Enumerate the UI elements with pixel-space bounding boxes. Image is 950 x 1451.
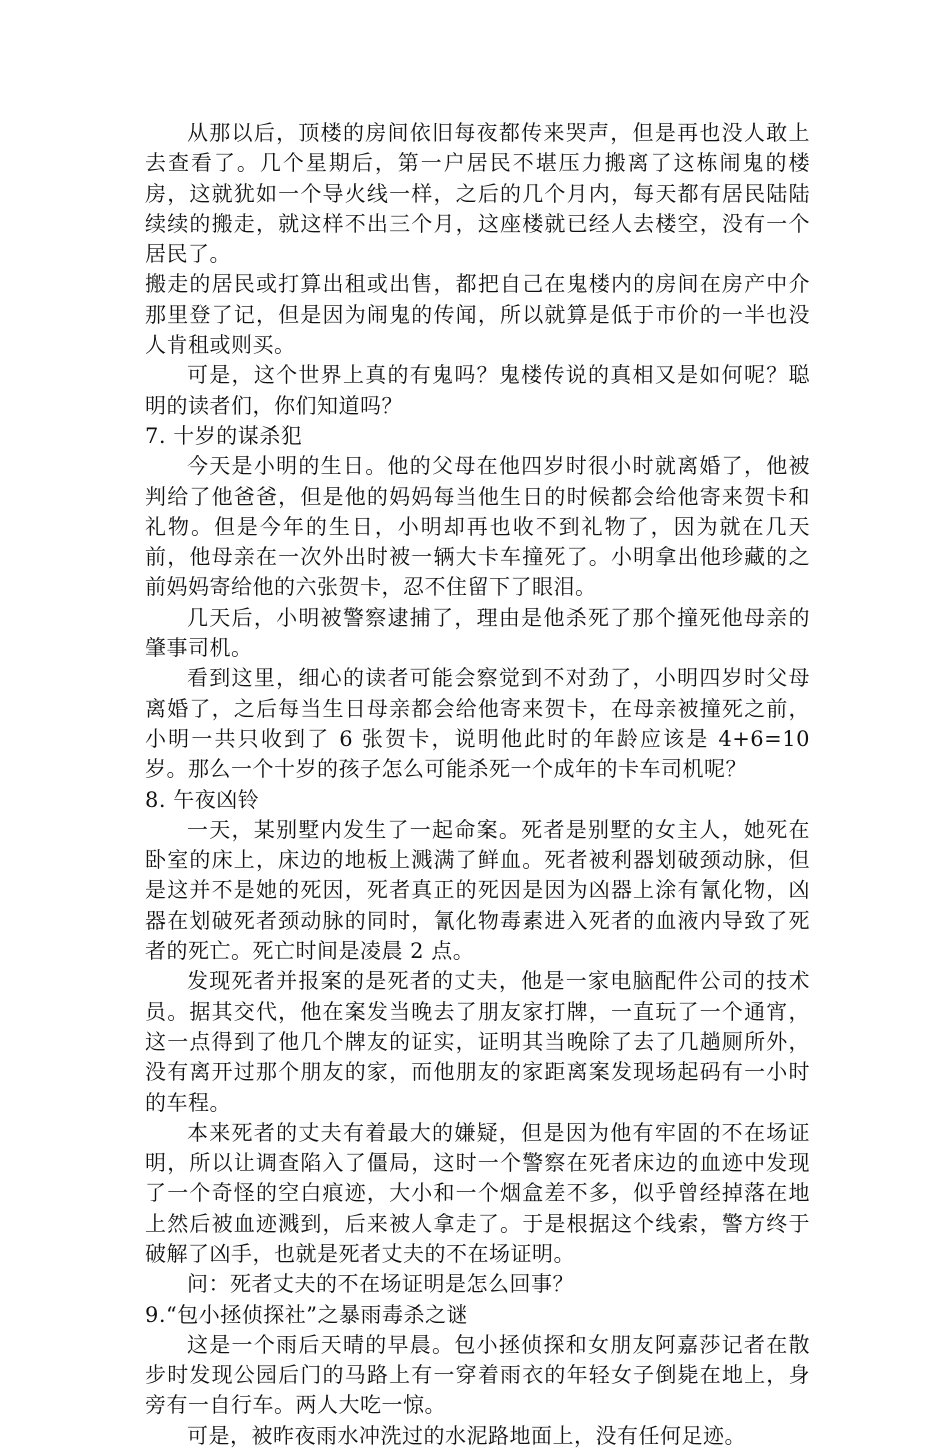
paragraph-midnight-bell-question: 问：死者丈夫的不在场证明是怎么回事？ xyxy=(187,1272,574,1297)
section-heading-7: 7. 十岁的谋杀犯 xyxy=(145,423,303,448)
section-heading-8: 8. 午夜凶铃 xyxy=(145,787,260,812)
paragraph-ten-year-old-2: 几天后，小明被警察逮捕了，理由是他杀死了那个撞死他母亲的肇事司机。 xyxy=(145,605,810,661)
paragraph-ten-year-old-1: 今天是小明的生日。他的父母在他四岁时很小时就离婚了，他被判给了他爸爸，但是他的妈妈每当他生日的时候都会给他寄来贺卡和礼物。但是今年的生日，小明却再也收不到礼物了，因为就在几天前，他母亲在一次外出时被一辆大卡车撞死了。小明拿出他珍藏的之前妈妈寄给他的六张贺卡，忍不住留下了眼泪。 xyxy=(145,454,810,600)
paragraph-rainstorm-2: 可是，被昨夜雨水冲洗过的水泥路地面上，没有任何足迹。 xyxy=(187,1423,746,1448)
paragraph-midnight-bell-1: 一天，某别墅内发生了一起命案。死者是别墅的女主人，她死在卧室的床上，床边的地板上溅满了鲜血。死者被利器划破颈动脉，但是这并不是她的死因，死者真正的死因是因为凶器上涂有氰化物，凶器在划破死者颈动脉的同时，氰化物毒素进入死者的血液内导致了死者的死亡。死亡时间是凌晨 2 点。 xyxy=(145,817,810,964)
paragraph-midnight-bell-3: 本来死者的丈夫有着最大的嫌疑，但是因为他有牢固的不在场证明，所以让调查陷入了僵局，这时一个警察在死者床边的血迹中发现了一个奇怪的空白痕迹，大小和一个烟盒差不多，似乎曾经掉落在地上然后被血迹溅到，后来被人拿走了。于是根据这个线索，警方终于破解了凶手，也就是死者丈夫的不在场证明。 xyxy=(145,1120,810,1266)
section-heading-9: 9.“包小拯侦探社”之暴雨毒杀之谜 xyxy=(145,1302,469,1327)
paragraph-ten-year-old-3: 看到这里，细心的读者可能会察觉到不对劲了，小明四岁时父母离婚了，之后每当生日母亲都会给他寄来贺卡，在母亲被撞死之前，小明一共只收到了 6 张贺卡，说明他此时的年龄应该是 4+6=10 岁。那么一个十岁的孩子怎么可能杀死一个成年的卡车司机呢？ xyxy=(145,666,810,782)
paragraph-haunted-building-2: 搬走的居民或打算出租或出售，都把自己在鬼楼内的房间在房产中介那里登了记，但是因为闹鬼的传闻，所以就算是低于市价的一半也没人肯租或则买。 xyxy=(145,272,810,358)
paragraph-rainstorm-1: 这是一个雨后天晴的早晨。包小拯侦探和女朋友阿嘉莎记者在散步时发现公园后门的马路上有一穿着雨衣的年轻女子倒毙在地上，身旁有一自行车。两人大吃一惊。 xyxy=(145,1332,810,1418)
paragraph-haunted-building-1: 从那以后，顶楼的房间依旧每夜都传来哭声，但是再也没人敢上去查看了。几个星期后，第一户居民不堪压力搬离了这栋闹鬼的楼房，这就犹如一个导火线一样，之后的几个月内，每天都有居民陆陆续续的搬走，就这样不出三个月，这座楼就已经人去楼空，没有一个居民了。 xyxy=(145,121,810,267)
paragraph-haunted-building-question: 可是，这个世界上真的有鬼吗？鬼楼传说的真相又是如何呢？聪明的读者们，你们知道吗？ xyxy=(145,363,810,418)
document-page xyxy=(145,118,810,1451)
paragraph-midnight-bell-2: 发现死者并报案的是死者的丈夫，他是一家电脑配件公司的技术员。据其交代，他在案发当晚去了朋友家打牌，一直玩了一个通宵，这一点得到了他几个牌友的证实，证明其当晚除了去了几趟厕所外，没有离开过那个朋友的家，而他朋友的家距离案发现场起码有一小时的车程。 xyxy=(145,969,810,1115)
